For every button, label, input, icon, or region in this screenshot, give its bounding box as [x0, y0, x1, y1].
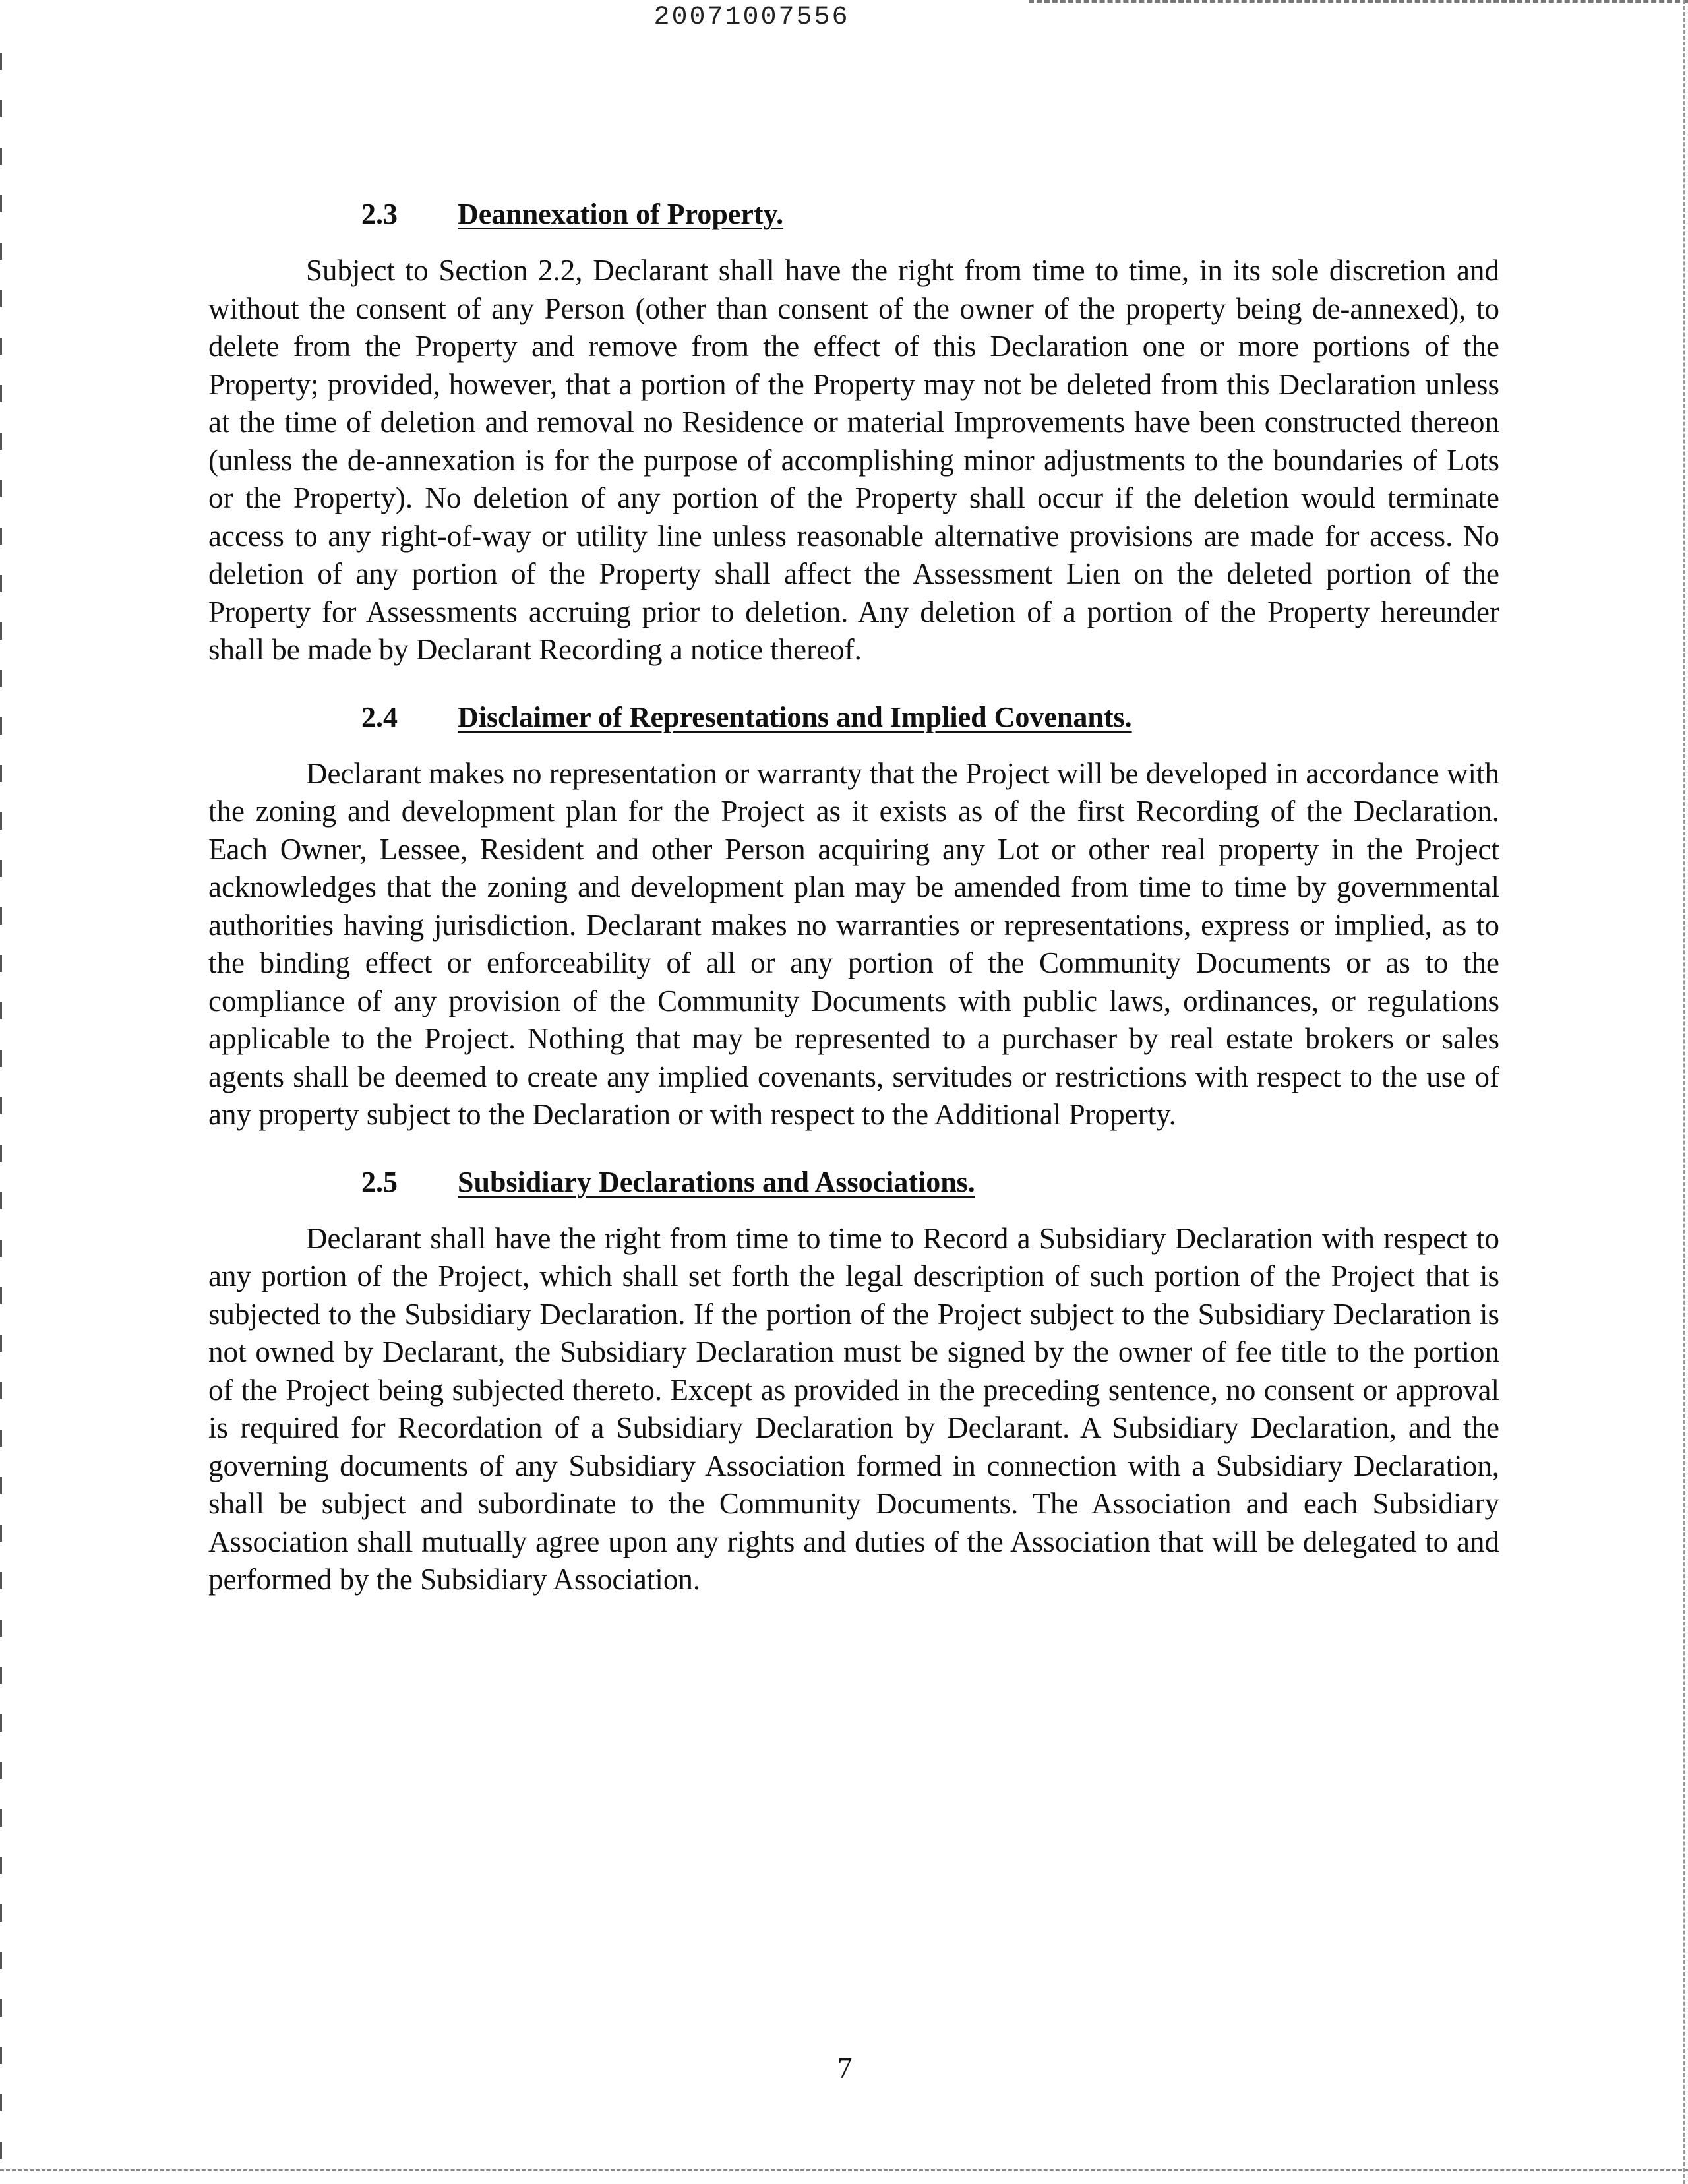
margin-tick: [0, 528, 2, 545]
margin-tick: [0, 1857, 2, 1874]
margin-tick: [0, 1382, 2, 1399]
margin-tick: [0, 195, 2, 212]
margin-tick: [0, 1999, 2, 2017]
margin-tick: [0, 2094, 2, 2111]
section-title: Disclaimer of Representations and Implied Covenants.: [458, 700, 1132, 733]
margin-tick: [0, 100, 2, 117]
section-paragraph: Declarant shall have the right from time to time to Record a Subsidiary Declaration with respect to any portion of the Project, which shall set forth the legal description of such portion of the Project that is subjected to the Subsidiary Declaration. If the portion of the Project subject to the Subsidiary Declaration is not owned by Declarant, the Subsidiary Declaration must be signed by the owner of fee title to the portion of the Project being subjected thereto. Except as provided in the preceding sentence, no consent or approval is required for Recordation of a Subsidiary Declaration by Declarant. A Subsidiary Declaration, and the governing documents of any Subsidiary Association formed in connection with a Subsidiary Declaration, shall be subject and subordinate to the Community Documents. The Association and each Subsidiary Association shall mutually agree upon any rights and duties of the Association that will be delegated to and performed by the Subsidiary Association.: [208, 1221, 1499, 1596]
margin-tick: [0, 1714, 2, 1732]
margin-tick: [0, 480, 2, 497]
margin-tick: [0, 1762, 2, 1779]
section-number: 2.5: [361, 1165, 398, 1198]
margin-tick: [0, 1904, 2, 1922]
margin-tick: [0, 338, 2, 355]
margin-tick: [0, 765, 2, 782]
margin-tick: [0, 1525, 2, 1542]
scan-bottom-edge: [0, 2169, 1688, 2171]
margin-tick: [0, 1952, 2, 1969]
margin-tick: [0, 385, 2, 402]
margin-tick: [0, 860, 2, 877]
recording-number: 20071007556: [653, 3, 850, 32]
margin-tick: [0, 1050, 2, 1067]
margin-tick: [0, 1809, 2, 1827]
margin-tick: [0, 955, 2, 972]
margin-tick: [0, 907, 2, 925]
section-paragraph: Subject to Section 2.2, Declarant shall have the right from time to time, in its sole discretion and without the consent of any Person (other than consent of the owner of the property being de-annexed), to delete from the Property and remove from the effect of this Declaration one or more portions of the Property; provided, however, that a portion of the Property may not be deleted from this Declaration unless at the time of deletion and removal no Residence or material Improvements have been constructed thereon (unless the de-annexation is for the purpose of accomplishing minor adjustments to the boundaries of Lots or the Property). No deletion of any portion of the Property shall occur if the deletion would terminate access to any right-of-way or utility line unless reasonable alternative provisions are made for access. No deletion of any portion of the Property shall affect the Assessment Lien on the deleted portion of the Property for Assessments accruing prior to deletion. Any deletion of a portion of the Property hereunder shall be made by Declarant Recording a notice thereof.: [208, 254, 1499, 666]
section-title: Deannexation of Property.: [458, 198, 784, 230]
page-number: 7: [837, 2051, 853, 2084]
margin-tick: [0, 1287, 2, 1304]
section-paragraph: Declarant makes no representation or warranty that the Project will be developed in accordance with the zoning and development plan for the Project as it exists as of the first Recording of the Declaration. Each Owner, Lessee, Resident and other Person acquiring any Lot or other real property in the Project acknowledges that the zoning and development plan may be amended from time to time by governmental authorities having jurisdiction. Declarant makes no warranties or representations, express or implied, as to the binding effect or enforceability of all or any portion of the Community Documents or as to the compliance of any provision of the Community Documents with public laws, ordinances, or regulations applicable to the Project. Nothing that may be represented to a purchaser by real estate brokers or sales agents shall be deemed to create any implied covenants, servitudes or restrictions with respect to the use of any property subject to the Declaration or with respect to the Additional Property.: [208, 756, 1499, 1131]
margin-tick: [0, 1240, 2, 1257]
margin-tick: [0, 1572, 2, 1589]
margin-tick: [0, 670, 2, 687]
scan-right-edge: [1683, 0, 1688, 2184]
section-heading-2-3: [361, 195, 1499, 233]
margin-tick: [0, 1620, 2, 1637]
section-number: 2.4: [361, 700, 398, 733]
margin-tick: [0, 1192, 2, 1209]
section-title: Subsidiary Declarations and Associations.: [458, 1165, 975, 1198]
margin-tick: [0, 1477, 2, 1494]
section-heading-2-4: [361, 698, 1499, 737]
margin-tick: [0, 2047, 2, 2064]
margin-tick: [0, 148, 2, 165]
margin-tick: [0, 1430, 2, 1447]
document-body: [208, 195, 1499, 1628]
margin-tick: [0, 433, 2, 450]
margin-tick: [0, 1145, 2, 1162]
margin-tick: [0, 1002, 2, 1019]
section-number: 2.3: [361, 198, 398, 230]
margin-tick: [0, 53, 2, 70]
margin-tick: [0, 2142, 2, 2159]
margin-tick: [0, 1667, 2, 1684]
margin-tick: [0, 290, 2, 307]
margin-tick: [0, 717, 2, 735]
section-heading-2-5: [361, 1163, 1499, 1201]
margin-tick: [0, 1335, 2, 1352]
margin-tick: [0, 622, 2, 640]
margin-tick: [0, 575, 2, 592]
margin-tick: [0, 243, 2, 260]
margin-tick: [0, 1097, 2, 1114]
margin-tick: [0, 812, 2, 830]
